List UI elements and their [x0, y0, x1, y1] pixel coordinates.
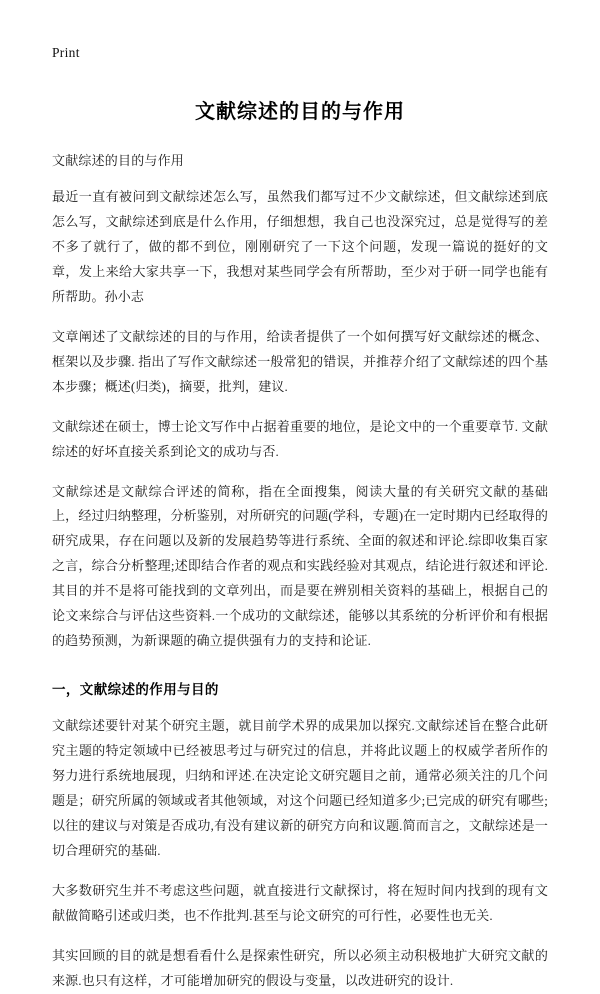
print-button[interactable]: Print	[52, 45, 80, 60]
paragraph: 文献综述是文献综合评述的简称，指在全面搜集，阅读大量的有关研究文献的基础上，经过归纳整理，分析鉴别，对所研究的问题(学科，专题)在一定时期内已经取得的研究成果，存在问题以及新的发展趋势等进行系统、全面的叙述和评论.综即收集百家之言，综合分析整理;述即结合作者的观点和实践经验对其观点，结论进行叙述和评论.其目的并不是将可能找到的文章列出，而是要在辨别相关资料的基础上，根据自己的论文来综合与评估这些资料.一个成功的文献综述，能够以其系统的分析评价和有根据的趋势预测，为新课题的确立提供强有力的支持和论证.	[52, 483, 548, 649]
paragraph: 文献综述要针对某个研究主题，就目前学术界的成果加以探究.文献综述旨在整合此研究主题的特定领域中已经被思考过与研究过的信息，并将此议题上的权威学者所作的努力进行系统地展现，归纳和评述.在决定论文研究题目之前，通常必须关注的几个问题是；研究所属的领域或者其他领域，对这个问题已经知道多少;已完成的研究有哪些;以往的建议与对策是否成功,有没有建议新的研究方向和议题.简而言之，文献综述是一切合理研究的基础.	[52, 718, 548, 858]
paragraph: 文献综述在硕士，博士论文写作中占据着重要的地位，是论文中的一个重要章节. 文献综述的好坏直接关系到论文的成功与否.	[52, 418, 548, 459]
document-subtitle: 文献综述的目的与作用	[52, 153, 185, 168]
paragraph: 其实回顾的目的就是想看看什么是探索性研究，所以必须主动积极地扩大研究文献的来源.也只有这样，才可能增加研究的假设与变量，以改进研究的设计.	[52, 947, 548, 988]
section-heading: 一，文献综述的作用与目的	[52, 682, 219, 698]
paragraph: 最近一直有被问到文献综述怎么写，虽然我们都写过不少文献综述，但文献综述到底怎么写，文献综述到底是什么作用，仔细想想，我自己也没深究过，总是觉得写的差不多了就行了，做的都不到位，刚刚研究了一下这个问题，发现一篇说的挺好的文章，发上来给大家共享一下，我想对某些同学会有所帮助，至少对于研一同学也能有所帮助。孙小志	[52, 189, 548, 304]
paragraph: 大多数研究生并不考虑这些问题，就直接进行文献探讨，将在短时间内找到的现有文献做简略引述或归类，也不作批判.甚至与论文研究的可行性，必要性也无关.	[52, 882, 548, 923]
paragraph: 文章阐述了文献综述的目的与作用，给读者提供了一个如何撰写好文献综述的概念、框架以及步骤. 指出了写作文献综述一般常犯的错误，并推荐介绍了文献综述的四个基本步骤；概述(归类)，摘要，批判，建议.	[52, 328, 548, 394]
page-title: 文献综述的目的与作用	[195, 101, 405, 123]
